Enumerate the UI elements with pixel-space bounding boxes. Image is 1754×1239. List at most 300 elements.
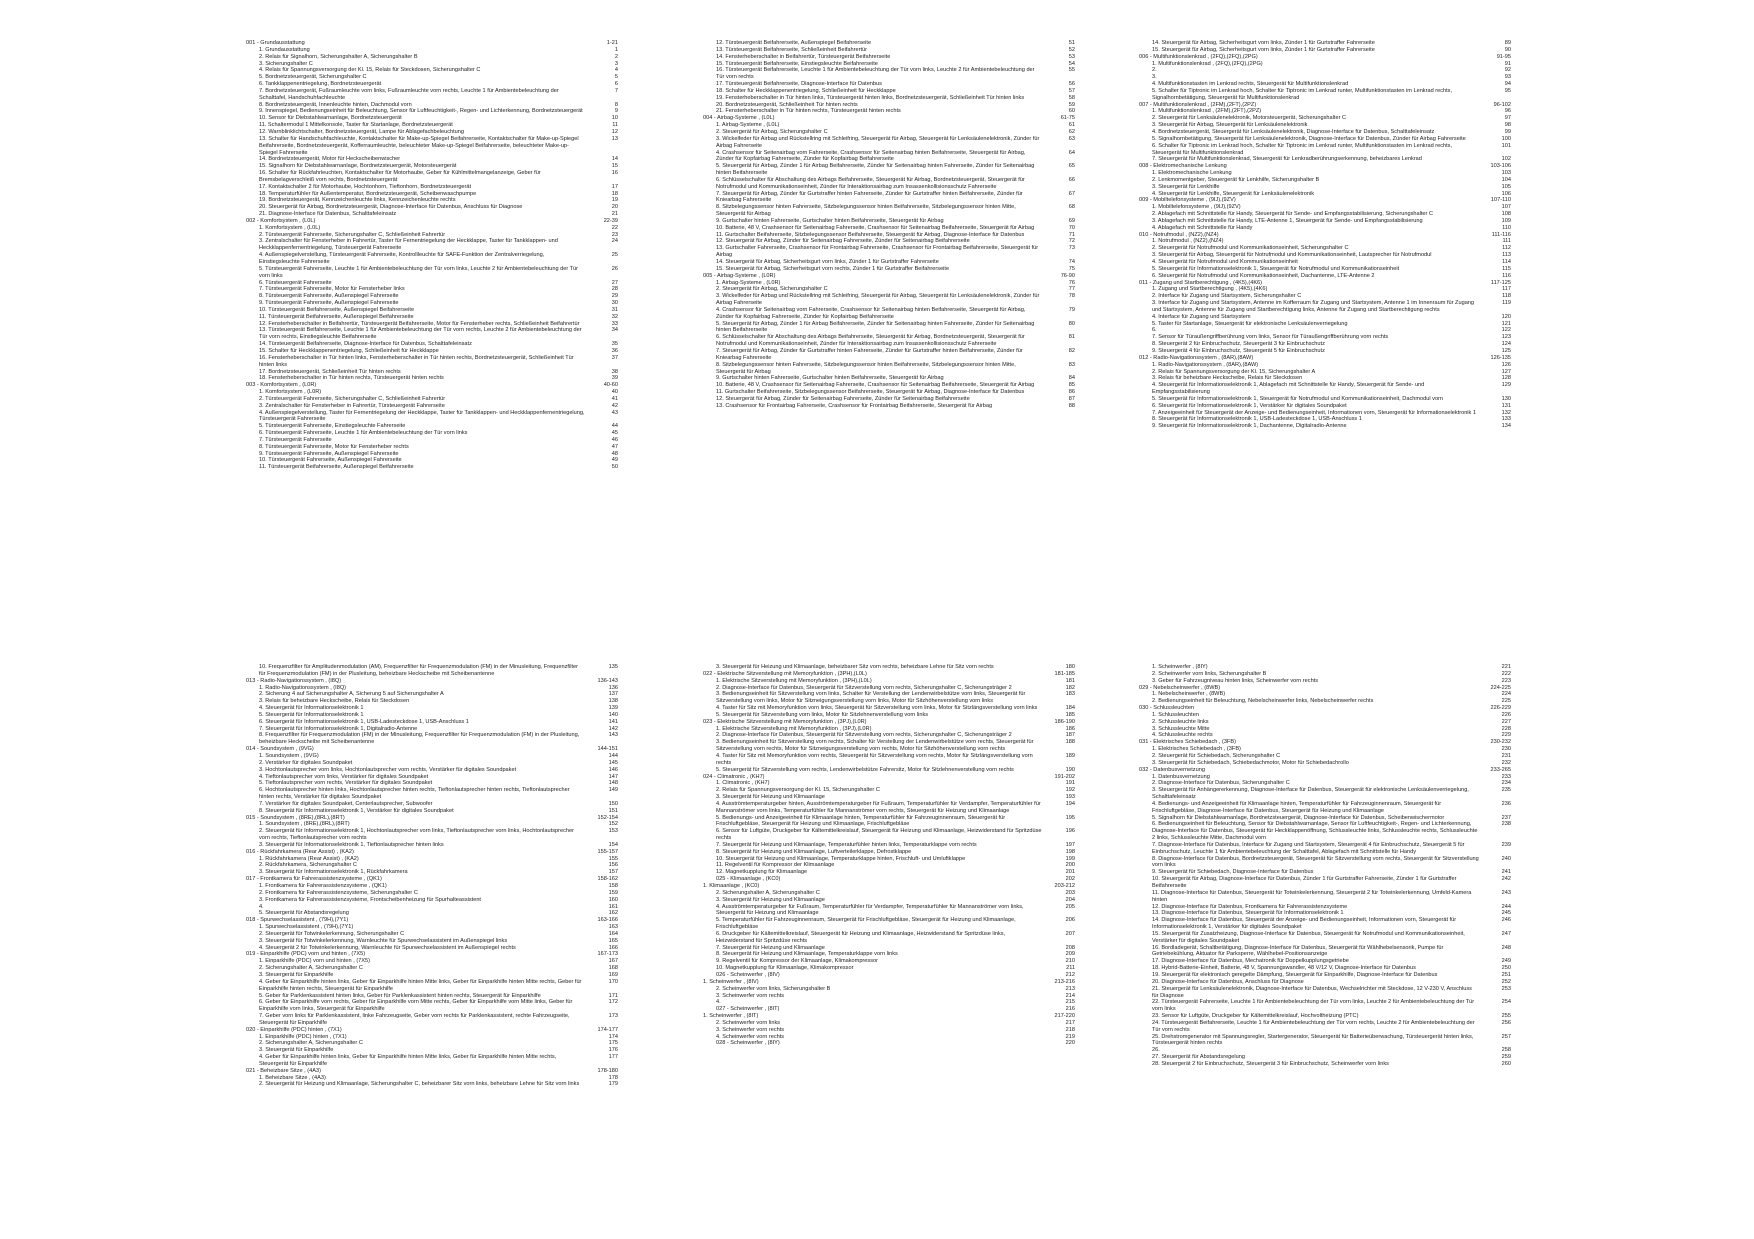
toc-page-number: 213 [1065,985,1075,992]
toc-page-number: 238 [1501,821,1511,828]
toc-entry [246,47,618,54]
toc-entry-title: 17. Diagnose-Interface für Datenbus, Mechatronik für Doppelkupplungsgetriebe [1152,958,1349,965]
toc-entry-title: 2. Frontkamera für Fahrerassistenzsysteme, Sicherungshalter C [259,889,418,896]
toc-entry [246,266,618,280]
toc-page-number: 77 [1068,286,1075,293]
toc-section-heading [1139,163,1511,170]
toc-page-number: 33 [611,320,618,327]
toc-entry [1139,691,1511,698]
toc-page-number: 38 [611,368,618,375]
toc-entry-title: 12. Türsteuergerät Beifahrerseite, Außenspiegel Beifahrerseite [716,40,872,46]
toc-page-number: 241 [1501,869,1511,876]
toc-page-number: 218 [1065,1026,1075,1033]
toc-entry [1139,40,1511,47]
toc-entry [1139,225,1511,232]
toc-page-number: 144-151 [597,746,618,753]
toc-entry [1139,334,1511,341]
toc-page-number: 220 [1065,1040,1075,1047]
toc-entry-title: 6. Schlüsselschalter für Abschaltung des Airbags Beifahrerseite, Steuergerät für Airbag, Bordnetzsteuergerät, Steuergerät für Notrufmodul und Kommunikationseinheit, Zünder für Interaktionsairbag zum Insassenkollisionsschutz Fahrerseite [716,176,1025,190]
toc-entry-title: 3. Zentralschalter für Fensterheber in Fahrertür, Taster für Fernentriegelung der Heckklappe, Taster für Tankklappen- und Heckklappenfernentriegelung, Türsteuergerät Fahrerseite [259,238,558,252]
toc-entry-title: 14. Steuergerät für Airbag, Sicherheitsgurt vorn links, Zünder 1 für Gurtstraffer Fahrerseite [716,259,939,265]
toc-page-number: 245 [1501,910,1511,917]
toc-page-number: 143 [608,732,618,739]
toc-entry-title: 2. Steuergerät für Totwinkelerkennung, Sicherungshalter C [259,930,405,937]
toc-page-number: 27 [611,279,618,286]
toc-entry [1139,910,1511,917]
toc-entry-title: 032 - Datenbusvernetzung [1139,766,1205,773]
toc-page-number: 11 [612,122,618,129]
toc-entry [703,218,1075,225]
toc-entry-title: 4. Crashsensor für Seitenairbag vorn Fahrerseite, Crashsensor für Seitenairbag hinten Beifahrerseite, Steuergerät für Airbag, Zünder für Kopfairbag Fahrerseite, Zünder für Kopfairbag Beifahrerseite [716,149,1026,163]
toc-page-number: 225 [1501,698,1511,705]
toc-page-number: 256 [1501,1019,1511,1026]
toc-entry [246,211,618,218]
toc-page-number: 249 [1501,958,1511,965]
toc-entry-title: 1. Elektromechanische Lenkung [1152,170,1232,177]
toc-entry-title: 1. Beheizbare Sitze , (4A3) [259,1074,326,1081]
toc-entry [703,712,1075,719]
toc-entry-title: 3. Steuergerät für Informationselektronik 1, Rückfahrkamera [259,869,408,876]
toc-page-number: 47 [611,443,618,450]
toc-entry [246,423,618,430]
toc-entry [1139,327,1511,334]
toc-page-number: 32 [611,313,618,320]
toc-entry [1139,746,1511,753]
toc-entry-title: 14. Türsteuergerät Beifahrerseite, Diagnose-Interface für Datenbus, Schalttafeleinsatz [259,341,472,348]
toc-page-number: 108 [1501,211,1511,218]
toc-entry [1139,348,1511,355]
toc-entry [1139,732,1511,739]
toc-entry-title: 014 - Soundsystem , (9VG) [246,746,314,753]
toc-entry [1139,74,1511,81]
toc-entry [703,739,1075,753]
toc-page-number: 132 [1501,409,1511,416]
toc-entry-title: 4. Geber für Einparkhilfe hinten links, Geber für Einparkhilfe hinten Mitte links, Geber für Einparkhilfe hinten Mitte rechts, Steuergerät für Einparkhilfe [259,1054,557,1067]
toc-entry-title: 23. Sensor für Luftgüte, Druckgeber für Kältemittelkreislauf, Hochvoltheizung (PTC) [1152,1013,1359,1020]
toc-page-number: 106 [1501,190,1511,197]
toc-page-number: 235 [1501,787,1511,794]
toc-entry [703,136,1075,150]
toc-entry-title: 006 - Multifunktionslenkrad , (2FQ),(2FQ),(2PG) [1139,53,1258,60]
toc-entry-title: 10. Frequenzfilter für Amplitudenmodulation (AM), Frequenzfilter für Frequenzmodulation (FM) in der Minusleitung, Frequenzfilter für Frequenzmodulation (FM) in der Plusleitung, beheizbare Heckscheibe mit Scheibenantenne [259,664,578,677]
toc-entry-title: 1. Grundausstattung [259,46,310,53]
toc-entry-title: 15. Türsteuergerät Beifahrerseite, Einstiegsleuchte Beifahrerseite [716,60,878,67]
toc-page-number: 58 [1068,94,1075,101]
toc-page-number: 94 [1504,81,1511,88]
toc-entry [1139,369,1511,376]
toc-page-number: 193 [1065,794,1075,801]
toc-page-number: 126-135 [1490,354,1511,361]
toc-page-number: 140 [608,711,618,718]
toc-page-number: 37 [611,354,618,361]
toc-entry [1139,780,1511,787]
toc-page-number: 163 [608,924,618,931]
toc-entry [703,375,1075,382]
toc-page-number: 192 [1065,787,1075,794]
toc-entry [703,945,1075,952]
toc-entry [1139,204,1511,211]
toc-entry [703,780,1075,787]
toc-page-number: 179 [608,1081,618,1088]
toc-entry [1139,286,1511,293]
toc-page-number: 128 [1501,375,1511,382]
toc-entry [246,999,618,1013]
toc-page-number: 191 [1065,780,1075,787]
toc-entry [1139,211,1511,218]
toc-entry-title: 4. Interface für Zugang und Startsystem [1152,313,1251,320]
toc-entry [1139,382,1511,396]
toc-section-heading [246,218,618,225]
toc-entry [703,856,1075,863]
toc-entry-title: 2. Diagnose-Interface für Datenbus, Steuergerät für Sitzverstellung vorn rechts, Sicherungshalter C, Sicherungsträger 2 [716,732,1012,739]
toc-entry [703,931,1075,945]
toc-entry-title: 2. Sicherungshalter A, Sicherungshalter C [259,1040,363,1047]
toc-entry-title: 4. [259,903,264,910]
toc-entry-title: 1. Spurwechselassistent , (79H),(7Y1) [259,924,354,931]
toc-entry [703,815,1075,829]
toc-entry-title: 2. Schlussleuchte links [1152,718,1209,725]
toc-entry [1139,671,1511,678]
toc-page-number: 182 [1065,684,1075,691]
toc-entry-title: 13. Türsteuergerät Beifahrerseite, Schließeinheit Beifahrertür [716,46,868,53]
toc-page-number: 205 [1065,903,1075,910]
toc-entry [703,334,1075,348]
toc-entry-title: 7. Sensor für Türaußengriffberührung vorn links, Sensor für Türaußengriffberührung vorn rechts [1152,334,1389,341]
toc-entry-title: 015 - Soundsystem , (8RE),(8RL),(8RT) [246,814,345,821]
toc-entry [1139,238,1511,245]
toc-entry-title: 2. Verstärker für digitales Soundpaket [259,759,353,766]
toc-section-heading [1139,280,1511,287]
toc-entry [703,685,1075,692]
toc-page-number: 184 [1065,705,1075,712]
toc-entry [246,705,618,712]
toc-entry-title: 13. Gurtschalter Fahrerseite, Crashsensor für Frontairbag Fahrerseite, Crashsensor für Frontairbag Beifahrerseite, Steuergerät für Airbag [716,245,1039,259]
toc-entry [1139,396,1511,403]
toc-entry-title: 1. Schlussleuchten [1152,711,1199,718]
toc-entry-title: 10. Steuergerät für Airbag, Diagnose-Interface für Datenbus, Zünder 1 für Gurtstraffer Fahrerseite, Zünder 1 für Gurtstraffer Beifahrerseite [1152,876,1457,889]
toc-section-heading [703,774,1075,781]
toc-entry-title: 2. Steuergerät für Informationselektronik 1, Hochtonlautsprecher vorn links, Tieftonlautsprecher vorn links, Hochtonlautsprecher vorn rechts, Tieftonlautsprecher vorn rechts [259,828,574,842]
toc-entry-title: 11. Diagnose-Interface für Datenbus, Steuergerät für Totwinkelerkennung, Steuergerät 2 für Totwinkelerkennung, Umfeld-Kamera hinten [1152,889,1472,903]
toc-section-heading [246,1027,618,1034]
toc-page-number: 219 [1065,1033,1075,1040]
toc-entry [246,787,618,801]
toc-entry [246,156,618,163]
toc-entry-title: 3. Steuergerät für Einparkhilfe [259,1047,334,1054]
toc-section-heading [1139,767,1511,774]
toc-section-heading [1139,197,1511,204]
toc-page-number: 75 [1068,265,1075,272]
toc-section-heading [246,40,618,47]
toc-page-number: 91 [1504,60,1511,67]
toc-page-number: 7 [614,87,618,94]
toc-entry [246,204,618,211]
toc-entry [703,88,1075,95]
toc-page-number: 64 [1068,149,1075,156]
toc-page-number: 209 [1065,951,1075,958]
toc-entry [1139,774,1511,781]
toc-entry-title: 3. Steuergerät für Heizung und Klimaanlage, beheizbarer Sitz vorn rechts, beheizbare Lehne für Sitz vorn rechts [716,664,994,670]
toc-page-number: 190 [1065,766,1075,773]
toc-entry [703,1034,1075,1041]
toc-entry [246,1047,618,1054]
toc-page-number: 186 [1065,725,1075,732]
toc-entry [703,245,1075,259]
toc-page-number: 177 [608,1054,618,1061]
toc-entry-title: 21. Diagnose-Interface für Datenbus, Schalttafeleinsatz [259,211,397,218]
toc-entry-title: 18. Temperaturfühler für Außentemperatur, Bordnetzsteuergerät, Scheibenwaschpumpe [259,190,477,197]
toc-entry [703,828,1075,842]
toc-page-number: 201 [1065,869,1075,876]
toc-entry [1139,821,1511,842]
toc-page-number: 53 [1068,53,1075,60]
toc-entry [246,760,618,767]
toc-entry [1139,259,1511,266]
toc-entry [246,444,618,451]
toc-entry-title: 2. Relais für Spannungsversorgung der Kl. 15, Sicherungshalter C [716,787,880,794]
toc-entry [1139,129,1511,136]
toc-entry-title: 013 - Radio-Navigationssystem , (I8Q) [246,677,342,684]
toc-entry [1139,719,1511,726]
toc-column-5 [703,664,1075,1047]
toc-entry [1139,293,1511,300]
toc-entry-title: 20. Bordnetzsteuergerät, Schließeinheit Tür hinten rechts [716,101,858,108]
toc-entry-title: 1. Soundsystem , (8RE),(8RL),(8RT) [259,821,350,828]
toc-page-number: 154 [608,841,618,848]
toc-entry [246,842,618,849]
toc-entry-title: 9. Steuergerät für Informationselektronik 1, Dachantenne, Digitalradio-Antenne [1152,423,1347,430]
toc-entry [246,938,618,945]
toc-page-number: 223 [1501,677,1511,684]
toc-page-number: 136 [608,684,618,691]
toc-entry [703,108,1075,115]
toc-entry [703,862,1075,869]
toc-page-number: 252 [1501,978,1511,985]
toc-entry [1139,801,1511,815]
toc-entry [246,74,618,81]
toc-page-number: 133 [1501,416,1511,423]
toc-entry-title: 2. Scheinwerfer vorn links, Sicherungshalter B [716,985,831,992]
toc-entry [246,856,618,863]
toc-entry [703,1040,1075,1047]
toc-entry-title: 5. Steuergerät für Abstandsregelung [259,910,349,917]
toc-page-number: 212 [1065,971,1075,978]
toc-entry-title: 2. Scheinwerfer vorn links [716,1019,781,1026]
toc-entry-title: 12. Warnblinklichtschalter, Bordnetzsteuergerät, Lampe für Ablagefachbeleuchtung [259,128,465,135]
toc-entry [1139,1020,1511,1034]
toc-entry [1139,177,1511,184]
toc-entry [1139,1047,1511,1054]
toc-entry [246,958,618,965]
toc-entry-title: 7. Anzeigeeinheit für Steuergerät der Anzeige- und Bedienungseinheit, Informationen vorn, Steuergerät für Informationselektronik 1 [1152,409,1477,416]
toc-page-number: 258 [1501,1047,1511,1054]
toc-entry-title: 9. Steuergerät für Schiebedach, Diagnose-Interface für Datenbus [1152,869,1314,876]
toc-page-number: 206 [1065,917,1075,924]
toc-page-number: 231 [1501,752,1511,759]
toc-entry-title: 18. Hybrid-Batterie-Einheit, Batterie, 48 V, Spannungswandler, 48 V/12 V, Diagnose-Interface für Datenbus [1152,965,1416,972]
toc-entry [703,286,1075,293]
toc-page-number: 253 [1501,985,1511,992]
toc-entry [246,828,618,842]
toc-entry [1139,945,1511,959]
toc-entry-title: 1. Einparkhilfe (PDC) hinten , (7X1) [259,1033,347,1040]
toc-page-number: 68 [1068,204,1075,211]
toc-entry [1139,81,1511,88]
toc-entry-title: 14. Diagnose-Interface für Datenbus, Steuergerät der Anzeige- und Bedienungseinheit, Informationen vorn, Steuergerät für Informationselektronik 1, Verstärker für digitales Soundpaket [1152,917,1457,931]
toc-entry-title: 2. Relais für Spannungsversorgung der Kl. 15, Sicherungshalter A [1152,368,1316,375]
toc-page-number: 30 [611,300,618,307]
toc-page-number: 18 [611,190,618,197]
toc-entry-title: 5. Bordnetzsteuergerät, Sicherungshalter C [259,74,367,81]
toc-entry-title: 4. Steuergerät für Lenkhilfe, Steuergerät für Lenksäulenelektronik [1152,190,1315,197]
toc-entry-title: 028 - Scheinwerfer , (8IY) [716,1040,780,1047]
toc-entry [1139,184,1511,191]
toc-page-number: 24 [611,238,618,245]
toc-page-number: 90 [1504,46,1511,53]
toc-entry-title: 8. Türsteuergerät Fahrerseite, Außenspiegel Fahrerseite [259,293,399,300]
toc-page-number: 144 [608,752,618,759]
toc-entry [246,238,618,252]
toc-page-number: 110 [1502,224,1511,231]
toc-entry-title: 24. Türsteuergerät Beifahrerseite, Leuchte 1 für Ambientebeleuchtung der Tür vorn rechts, Leuchte 2 für Ambientebeleuchtung der Tür vorn rechts [1152,1019,1475,1033]
toc-entry-title: 4. Steuergerät für Informationselektronik 1 [259,705,364,712]
toc-entry-title: 10. Batterie, 48 V, Crashsensor für Seitenairbag Fahrerseite, Crashsensor für Seitenairbag Beifahrerseite, Steuergerät für Airbag [716,224,1035,231]
toc-entry [1139,115,1511,122]
toc-entry-title: 6. Türsteuergerät Fahrerseite [259,279,332,286]
toc-page-number: 259 [1501,1054,1511,1061]
toc-entry [703,204,1075,218]
toc-entry-title: 11. Gurtschalter Beifahrerseite, Sitzbelegungssensor Beifahrerseite, Steuergerät für Airbag, Diagnose-Interface für Datenbus [716,389,1025,396]
toc-page-number: 85 [1068,382,1075,389]
toc-section-heading [703,883,1075,890]
toc-entry [1139,266,1511,273]
toc-entry [703,40,1075,47]
toc-entry-title: 1. Zugang und Startberechtigung , (4K5),(4K6) [1152,286,1268,293]
toc-entry [246,341,618,348]
toc-page-number: 141 [608,718,618,725]
toc-page-number: 16 [611,170,618,177]
toc-entry-title: 18. Schalter für Heckklappenentriegelung, Schließeinheit für Heckklappe [716,87,896,94]
toc-entry [246,767,618,774]
toc-entry-title: 5. Schalter für Tiptronic im Lenkrad hoch, Schalter für Tiptronic im Lenkrad runter, Multifunktionstasten im Lenkrad rechts, Signalhornbetätigung, Steuergerät für Multifunktionslenkrad [1152,87,1453,101]
toc-entry-title: 3. Steuergerät für Informationselektronik 1, Tieftonlautsprecher hinten links [259,841,444,848]
toc-section-heading [246,849,618,856]
toc-page-number: 233 [1501,773,1511,780]
toc-page-number: 84 [1068,375,1075,382]
toc-entry-title: 6. Schlüsselschalter für Abschaltung des Airbags Beifahrerseite, Steuergerät für Airbag, Bordnetzsteuergerät, Steuergerät für Notrufmodul und Kommunikationseinheit, Zünder für Interaktionsairbag zum Insassenkollisionsschutz Fahrerseite [716,334,1025,348]
toc-entry-title: 15. Steuergerät für Zusatzheizung, Diagnose-Interface für Datenbus, Steuergerät für Notrufmodul und Kommunikationseinheit, Verstärker für digitales Soundpaket [1152,930,1465,944]
toc-entry [1139,314,1511,321]
toc-page-number: 61 [1068,122,1075,129]
toc-entry-title: 8. Frequenzfilter für Frequenzmodulation (FM) in der Minusleitung, Frequenzfilter für Frequenzmodulation (FM) in der Plusleitung, beheizbare Heckscheibe mit Scheibenantenne [259,732,580,746]
toc-entry [246,67,618,74]
toc-entry-title: 8. Sitzbelegungssensor hinten Fahrerseite, Sitzbelegungssensor hinten Beifahrerseite, Sitzbelegungssensor hinten Mitte, Steuergerät für Airbag [716,361,1016,375]
toc-entry [703,972,1075,979]
toc-entry [246,945,618,952]
toc-column-4 [246,664,618,1088]
toc-section-heading [246,1068,618,1075]
toc-entry-title: 3. Zentralschalter für Fensterheber in Fahrertür, Türsteuergerät Fahrerseite [259,402,445,409]
toc-entry-title: 13. Crashsensor für Frontairbag Fahrerseite, Crashsensor für Frontairbag Beifahrerseite, Steuergerät für Airbag [716,402,993,409]
toc-entry [703,849,1075,856]
toc-entry [703,897,1075,904]
toc-entry-title: 4. Taster für Sitz mit Memoryfunktion vorn links, Steuergerät für Sitzverstellung vorn links, Motor für Sitzlängsverstellung vorn links [716,705,1038,712]
toc-page-number: 251 [1501,971,1511,978]
toc-entry [246,355,618,369]
toc-entry [246,197,618,204]
toc-entry-title: 7. Türsteuergerät Fahrerseite, Motor für Fensterheber links [259,286,405,293]
toc-entry-title: 21. Steuergerät für Lenksäulenelektronik, Diagnose-Interface für Datenbus, Wechselrichter mit Steckdose, 12 V-230 V, Anschluss für Diagnose [1152,985,1472,999]
toc-entry [703,396,1075,403]
toc-page-number: 149 [608,787,618,794]
toc-entry [1139,67,1511,74]
toc-entry-title: 2. Sicherung 4 auf Sicherungshalter A, Sicherung 5 auf Sicherungshalter A [259,691,444,698]
toc-page-number: 111-116 [1491,231,1511,238]
toc-entry [1139,931,1511,945]
toc-page-number: 230-232 [1490,739,1511,746]
toc-page-number: 152-154 [597,814,618,821]
toc-entry-title: 26. [1152,1047,1160,1054]
toc-entry [1139,1061,1511,1068]
toc-page-number: 10 [611,115,618,122]
toc-entry [703,102,1075,109]
toc-entry-title: 6. Steuergerät für Informationselektronik 1, USB-Ladesteckdose 1, USB-Anschluss 1 [259,718,469,725]
toc-entry [703,917,1075,931]
toc-entry [246,232,618,239]
toc-entry [246,1034,618,1041]
toc-entry [703,81,1075,88]
toc-page-number: 91-95 [1496,53,1511,60]
toc-entry-title: 8. Türsteuergerät Fahrerseite, Motor für Fensterheber rechts [259,443,409,450]
toc-entry-title: 3. Steuergerät für Lenkhilfe [1152,183,1220,190]
toc-entry [703,54,1075,61]
toc-entry-title: 12. Magnetkupplung für Klimaanlage [716,869,808,876]
toc-page-number: 105 [1501,183,1511,190]
toc-page-number: 188 [1065,739,1075,746]
toc-page-number: 250 [1501,965,1511,972]
toc-entry [1139,712,1511,719]
toc-entry-title: 2. Steuergerät für Airbag, Sicherungshalter C [716,128,828,135]
toc-entry [246,1054,618,1068]
toc-page-number: 119 [1502,300,1511,307]
toc-entry [703,876,1075,883]
toc-entry [246,780,618,787]
toc-entry [246,163,618,170]
toc-entry-title: 001 - Grundausstattung [246,40,305,46]
toc-entry-title: 18. Fensterheberschalter in Tür hinten rechts, Türsteuergerät hinten rechts [259,375,444,382]
toc-entry-title: 4. Scheinwerfer vorn rechts [716,1033,785,1040]
toc-entry [1139,245,1511,252]
toc-page-number: 117-125 [1490,279,1511,286]
toc-entry-title: 1. Klimaanlage , (KC0) [703,883,760,889]
toc-page-number: 86 [1068,389,1075,396]
toc-page-number: 204 [1065,896,1075,903]
toc-page-number: 255 [1501,1013,1511,1020]
toc-entry [246,774,618,781]
toc-entry [1139,375,1511,382]
toc-entry-title: 7. Steuergerät für Airbag, Zünder für Gurtstraffer hinten Fahrerseite, Zünder für Gurtstraffer hinten Beifahrerseite, Zünder für Kniearbag Fahrerseite [716,190,1023,204]
toc-entry [703,1006,1075,1013]
toc-entry [703,280,1075,287]
toc-section-heading [703,671,1075,678]
toc-entry [246,115,618,122]
toc-entry-title: 7. Steuergerät für Heizung und Klimaanlage, Temperaturfühler hinten links, Temperaturklappe vorn rechts [716,841,977,848]
toc-entry [246,753,618,760]
toc-entry-title: 9. Regelventil für Kompressor der Klimaanlage, Klimakompressor [716,958,878,965]
toc-page-number: 36 [611,347,618,354]
toc-entry-title: 003 - Komfortsystem , (L0R) [246,382,317,389]
toc-entry-title: 1. Multifunktionslenkrad , (2FM),(2FT),(2PZ) [1152,108,1262,115]
